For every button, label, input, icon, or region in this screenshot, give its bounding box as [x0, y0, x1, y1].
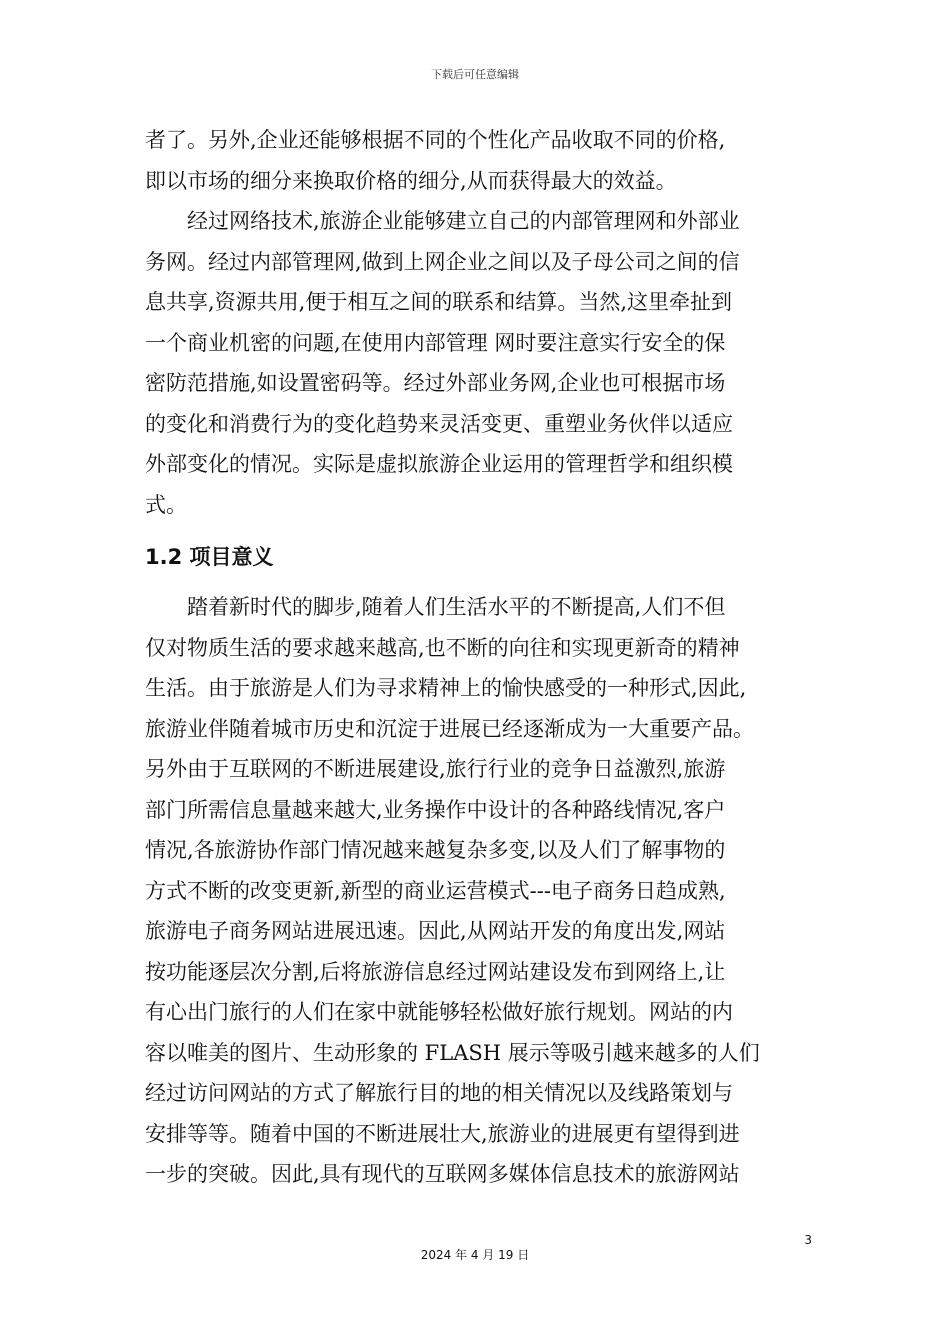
- text-line: 容以唯美的图片、生动形象的 FLASH 展示等吸引越来越多的人们: [145, 1040, 760, 1065]
- text-line: 仅对物质生活的要求越来越高,也不断的向往和实现更新奇的精神: [145, 635, 740, 660]
- text-line: 情况,各旅游协作部门情况越来越复杂多变,以及人们了解事物的: [145, 838, 726, 862]
- page-number: 3: [804, 1233, 812, 1247]
- text-line: 息共享,资源共用,便于相互之间的联系和结算。当然,这里牵扯到: [145, 290, 733, 314]
- text-line: 经过网络技术,旅游企业能够建立自己的内部管理网和外部业: [187, 209, 740, 233]
- text-line: 部门所需信息量越来越大,业务操作中设计的各种路线情况,客户: [145, 797, 726, 822]
- text-line: 经过访问网站的方式了解旅行目的地的相关情况以及线路策划与: [145, 1081, 733, 1105]
- text-line: 外部变化的情况。实际是虚拟旅游企业运用的管理哲学和组织模: [145, 452, 733, 476]
- text-line: 的变化和消费行为的变化趋势来灵活变更、重塑业务伙伴以适应: [145, 411, 733, 436]
- text-line: 方式不断的改变更新,新型的商业运营模式---电子商务日趋成熟,: [145, 878, 726, 903]
- text-line: 踏着新时代的脚步,随着人们生活水平的不断提高,人们不但: [187, 595, 726, 619]
- paragraph-3: [145, 587, 810, 1195]
- text-line: 一个商业机密的问题,在使用内部管理 网时要注意实行安全的保: [145, 330, 726, 355]
- footer-date: 2024 年 4 月 19 日: [420, 1248, 530, 1262]
- text-line: 旅游业伴随着城市历史和沉淀于进展已经逐渐成为一大重要产品。: [145, 716, 754, 741]
- document-body: [145, 120, 810, 1195]
- text-line: 即以市场的细分来换取价格的细分,从而获得最大的效益。: [145, 168, 677, 193]
- paragraph-1: [145, 120, 810, 201]
- text-line: 一步的突破。因此,具有现代的互联网多媒体信息技术的旅游网站: [145, 1162, 740, 1186]
- header-note: 下载后可任意编辑: [431, 68, 519, 81]
- text-line: 务网。经过内部管理网,做到上网企业之间以及子母公司之间的信: [145, 249, 740, 274]
- text-line: 式。: [145, 492, 187, 517]
- text-line: 生活。由于旅游是人们为寻求精神上的愉快感受的一种形式,因此,: [145, 676, 747, 700]
- text-line: 另外由于互联网的不断进展建设,旅行行业的竞争日益激烈,旅游: [145, 757, 726, 781]
- text-line: 密防范措施,如设置密码等。经过外部业务网,企业也可根据市场: [145, 371, 726, 395]
- paragraph-2: [145, 201, 810, 525]
- text-line: 按功能逐层次分割,后将旅游信息经过网站建设发布到网络上,让: [145, 959, 726, 984]
- text-line: 旅游电子商务网站进展迅速。因此,从网站开发的角度出发,网站: [145, 919, 726, 943]
- text-line: 者了。另外,企业还能够根据不同的个性化产品收取不同的价格,: [145, 128, 726, 152]
- text-line: 安排等等。随着中国的不断进展壮大,旅游业的进展更有望得到进: [145, 1121, 740, 1146]
- section-heading: 1.2 项目意义: [145, 545, 274, 569]
- text-line: 有心出门旅行的人们在家中就能够轻松做好旅行规划。网站的内: [145, 1000, 733, 1024]
